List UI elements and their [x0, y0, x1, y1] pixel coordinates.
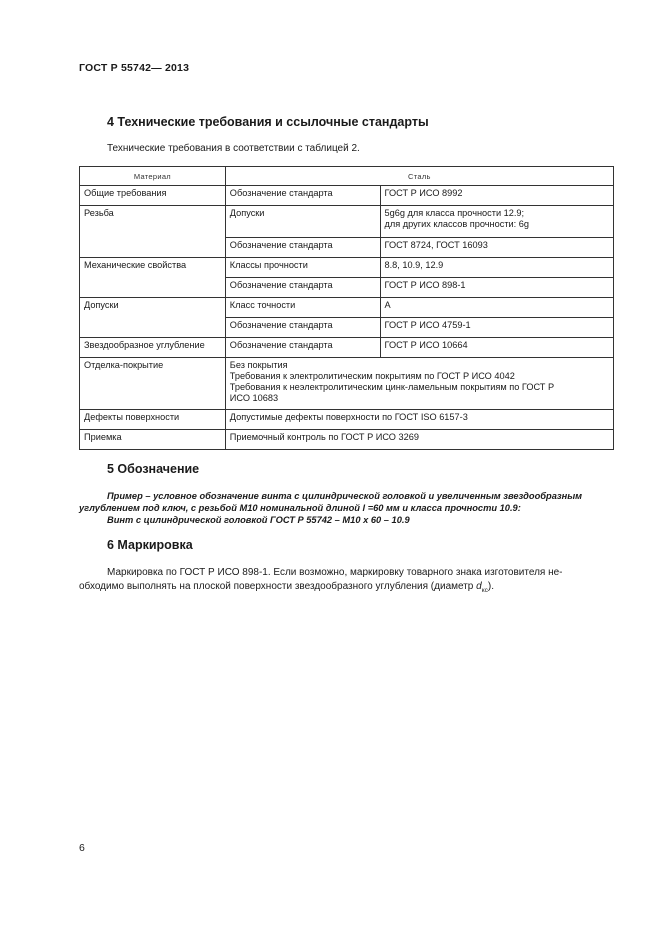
row-wide-value: Допустимые дефекты поверхности по ГОСТ ISO 6157-3: [225, 410, 613, 430]
value-line: 5g6g для класса прочности 12.9;: [384, 208, 525, 218]
row-param: Класс точности: [225, 298, 380, 318]
row-param: Обозначение стандарта: [225, 238, 380, 258]
row-group: Общие требования: [80, 186, 226, 206]
row-param: Обозначение стандарта: [225, 338, 380, 358]
table-header-row: [80, 167, 614, 186]
row-value: ГОСТ Р ИСО 10664: [380, 338, 613, 358]
row-value: ГОСТ 8724, ГОСТ 16093: [380, 238, 613, 258]
row-group: Звездообразное углубление: [80, 338, 226, 358]
table-row: [80, 298, 614, 318]
row-param: Обозначение стандарта: [225, 318, 380, 338]
section-5-title: 5 Обозначение: [107, 462, 200, 476]
row-value: A: [380, 298, 613, 318]
row-value: 8.8, 10.9, 12.9: [380, 258, 613, 278]
table-row: [80, 410, 614, 430]
row-value: ГОСТ Р ИСО 898-1: [380, 278, 613, 298]
marking-paragraph: [79, 566, 616, 598]
row-group: Допуски: [80, 298, 226, 338]
section-4-intro: Технические требования в соответствии с таблицей 2.: [107, 143, 360, 154]
table-row: [80, 338, 614, 358]
marking-line: [79, 580, 616, 598]
value-line: Требования к неэлектролитическим цинк-ламельным покрытиям по ГОСТ Р: [229, 382, 555, 392]
row-param: Классы прочности: [225, 258, 380, 278]
table-row: [80, 186, 614, 206]
row-param: Обозначение стандарта: [225, 186, 380, 206]
row-param: Обозначение стандарта: [225, 278, 380, 298]
page-number: 6: [79, 842, 85, 854]
row-value: [380, 206, 613, 238]
table-row: [80, 358, 614, 410]
document-header: ГОСТ Р 55742— 2013: [79, 62, 190, 74]
row-wide-value: Приемочный контроль по ГОСТ Р ИСО 3269: [225, 430, 613, 450]
table-row: [80, 206, 614, 238]
diameter-subscript: кс: [481, 587, 488, 594]
row-group: Отделка-покрытие: [80, 358, 226, 410]
value-line: Без покрытия: [229, 360, 288, 370]
section-4-title: 4 Технические требования и ссылочные стандарты: [107, 115, 429, 129]
row-param: Допуски: [225, 206, 380, 238]
row-group: Дефекты поверхности: [80, 410, 226, 430]
requirements-table: [79, 166, 614, 450]
row-group: Приемка: [80, 430, 226, 450]
designation-example: [79, 490, 617, 526]
header-material: Материал: [80, 167, 226, 186]
example-line: углублением под ключ, с резьбой М10 номинальной длиной l =60 мм и класса прочности 10.9:: [79, 503, 521, 513]
table-row: [80, 258, 614, 278]
row-value: ГОСТ Р ИСО 8992: [380, 186, 613, 206]
value-line: для других классов прочности: 6g: [384, 219, 530, 229]
header-steel: Сталь: [225, 167, 613, 186]
section-6-title: 6 Маркировка: [107, 538, 193, 552]
row-wide-value: [225, 358, 613, 410]
row-group: Механические свойства: [80, 258, 226, 298]
marking-line: Маркировка по ГОСТ Р ИСО 898-1. Если возможно, маркировку товарного знака изготовителя не-: [107, 567, 563, 578]
value-line: ИСО 10683: [229, 393, 279, 403]
table-row: [80, 430, 614, 450]
diameter-symbol: d: [476, 581, 482, 592]
example-line: Винт с цилиндрической головкой ГОСТ Р 55742 – М10 х 60 – 10.9: [107, 515, 410, 525]
marking-text-end: ).: [487, 581, 494, 592]
example-line: Пример – условное обозначение винта с цилиндрической головкой и увеличенным звездообразным: [107, 491, 583, 501]
marking-text: обходимо выполнять на плоской поверхности звездообразного углубления (диаметр: [79, 581, 477, 592]
row-value: ГОСТ Р ИСО 4759-1: [380, 318, 613, 338]
row-group: Резьба: [80, 206, 226, 258]
value-line: Требования к электролитическим покрытиям по ГОСТ Р ИСО 4042: [229, 371, 515, 381]
